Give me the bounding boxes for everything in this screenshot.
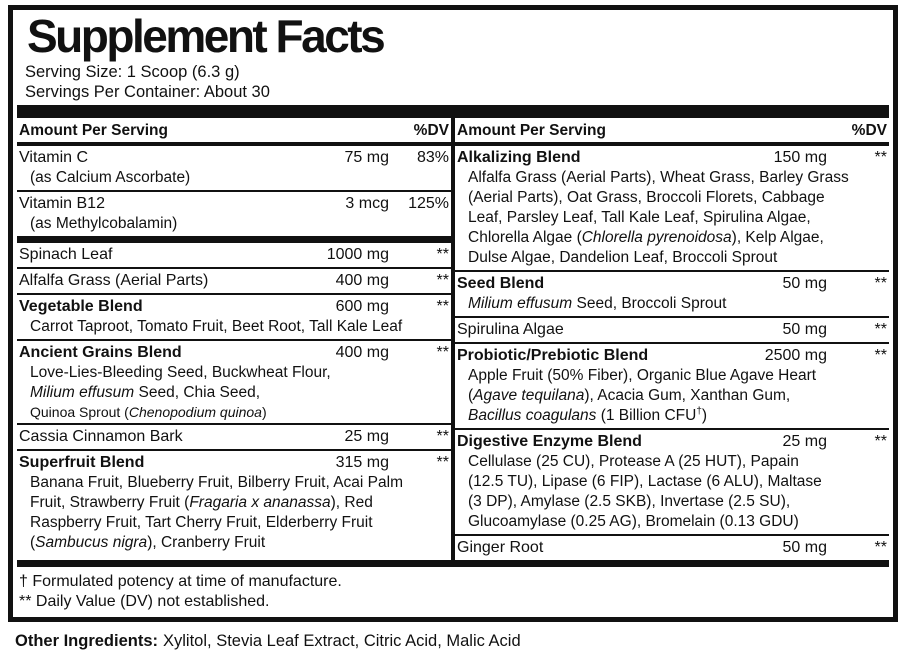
ingredient-detail-line <box>19 317 449 337</box>
ingredient-detail-segment: Love-Lies-Bleeding Seed, Buckwheat Flour, <box>30 364 331 381</box>
ingredient-detail-segment: Seed, Chia Seed, <box>134 384 261 401</box>
ingredient-row-main <box>19 271 449 291</box>
ingredient-detail-line <box>457 248 887 268</box>
ingredient-detail-line <box>457 452 887 472</box>
table-row <box>17 423 451 449</box>
dv-label: %DV <box>413 122 449 139</box>
ingredient-detail-segment: (as Methylcobalamin) <box>30 215 178 232</box>
ingredient-detail-segment: ) <box>261 404 267 420</box>
ingredient-row-main <box>457 346 887 366</box>
ingredient-detail-segment: Glucoamylase (0.25 AG), Bromelain (0.13 GDU) <box>468 513 799 530</box>
ingredient-detail-segment: (as Calcium Ascorbate) <box>30 169 191 186</box>
ingredient-row-main <box>457 432 887 452</box>
table-row <box>17 267 451 293</box>
ingredient-detail-segment: ) <box>701 407 708 424</box>
ingredient-row-main <box>457 148 887 168</box>
ingredient-dv: ** <box>874 347 887 364</box>
ingredient-detail-segment: Banana Fruit, Blueberry Fruit, Bilberry Fruit, Acai Palm <box>30 474 403 491</box>
ingredient-detail-segment: Chenopodium quinoa <box>128 404 262 420</box>
ingredient-detail-segment: Raspberry Fruit, Tart Cherry Fruit, Elderberry Fruit <box>30 514 373 531</box>
ingredient-detail-segment: Leaf, Parsley Leaf, Tall Kale Leaf, Spirulina Algae, <box>468 209 811 226</box>
ingredient-detail-segment: Chlorella Algae ( <box>468 229 582 246</box>
ingredient-amount: 1000 mg <box>326 246 389 263</box>
ingredient-dv: ** <box>874 275 887 292</box>
ingredient-detail-segment: † <box>696 406 702 417</box>
ingredient-detail-line <box>19 214 449 234</box>
ingredient-amount: 400 mg <box>335 344 389 361</box>
ingredient-name: Superfruit Blend <box>19 454 145 471</box>
ingredient-name: Probiotic/Prebiotic Blend <box>457 347 649 364</box>
ingredient-name: Vegetable Blend <box>19 298 143 315</box>
ingredient-detail-segment: Milium effusum <box>468 295 573 312</box>
ingredient-detail-segment: ), Red <box>330 494 373 511</box>
header-bar <box>17 105 889 118</box>
ingredient-row-main <box>457 538 887 558</box>
table-row <box>455 316 889 342</box>
ingredient-name: Ancient Grains Blend <box>19 344 182 361</box>
ingredient-detail-segment: Fruit, Strawberry Fruit ( <box>30 494 190 511</box>
ingredient-amount: 75 mg <box>344 149 389 166</box>
ingredient-row-main <box>457 274 887 294</box>
ingredient-amount: 3 mcg <box>345 195 389 212</box>
ingredient-detail-line <box>457 294 887 314</box>
ingredient-name: Seed Blend <box>457 275 545 292</box>
table-row <box>17 190 451 236</box>
other-ingredients-text: Xylitol, Stevia Leaf Extract, Citric Acid, Malic Acid <box>163 632 521 650</box>
ingredient-detail-line <box>19 473 449 493</box>
ingredient-detail-segment: Milium effusum <box>30 384 135 401</box>
footnote-line: † Formulated potency at time of manufacture. <box>19 573 342 590</box>
facts-columns <box>17 118 889 560</box>
ingredient-amount: 600 mg <box>335 298 389 315</box>
ingredient-detail-segment: Sambucus nigra <box>35 534 148 551</box>
ingredient-name: Ginger Root <box>457 539 544 556</box>
ingredient-name: Spinach Leaf <box>19 246 113 263</box>
ingredient-detail-segment: ), Kelp Algae, <box>731 229 824 246</box>
ingredient-detail-segment: ( <box>30 534 36 551</box>
ingredient-name: Alkalizing Blend <box>457 149 581 166</box>
ingredient-row-main <box>19 194 449 214</box>
ingredient-dv: ** <box>874 149 887 166</box>
ingredient-amount: 50 mg <box>782 275 827 292</box>
servings-per-container: Servings Per Container: About 30 <box>25 83 270 101</box>
ingredient-name: Vitamin C <box>19 149 89 166</box>
footnote-line: ** Daily Value (DV) not established. <box>19 593 270 610</box>
ingredient-detail-line <box>457 512 887 532</box>
ingredient-amount: 315 mg <box>335 454 389 471</box>
ingredient-row-main <box>19 427 449 447</box>
dv-label: %DV <box>851 122 887 139</box>
column-header-right <box>455 118 889 146</box>
ingredient-detail-line <box>19 363 449 383</box>
amount-per-serving-label: Amount Per Serving <box>19 122 168 139</box>
table-row <box>17 236 451 267</box>
ingredient-detail-line <box>19 403 449 421</box>
ingredient-detail-line <box>19 513 449 533</box>
ingredient-dv: ** <box>436 298 449 315</box>
ingredient-row-main <box>19 148 449 168</box>
supplement-facts-panel <box>8 5 898 622</box>
column-header-left <box>17 118 451 146</box>
ingredient-row-main <box>19 453 449 473</box>
ingredient-amount: 25 mg <box>782 433 827 450</box>
ingredient-amount: 25 mg <box>344 428 389 445</box>
ingredient-detail-line <box>19 383 449 403</box>
ingredient-detail-line <box>457 188 887 208</box>
ingredient-detail-segment: Quinoa Sprout ( <box>30 404 129 420</box>
ingredient-detail-segment: Apple Fruit (50% Fiber), Organic Blue Agave Heart <box>468 367 817 384</box>
other-ingredients <box>15 631 521 651</box>
ingredient-detail-segment: (Aerial Parts), Oat Grass, Broccoli Florets, Cabbage <box>468 189 825 206</box>
ingredient-detail-segment: Cellulase (25 CU), Protease A (25 HUT), Papain <box>468 453 799 470</box>
ingredient-detail-segment: Seed, Broccoli Sprout <box>572 295 727 312</box>
facts-column-left <box>17 118 451 560</box>
ingredient-dv: ** <box>436 344 449 361</box>
ingredient-dv: 83% <box>416 149 449 166</box>
ingredient-detail-line <box>457 208 887 228</box>
table-row <box>17 146 451 190</box>
ingredient-detail-line <box>19 168 449 188</box>
ingredient-detail-line <box>457 228 887 248</box>
ingredient-detail-segment: Carrot Taproot, Tomato Fruit, Beet Root, Tall Kale Leaf <box>30 318 403 335</box>
ingredient-detail-segment: Alfalfa Grass (Aerial Parts), Wheat Grass, Barley Grass <box>468 169 849 186</box>
table-row <box>455 146 889 270</box>
ingredient-detail-segment: Fragaria x ananassa <box>189 494 331 511</box>
ingredient-detail-segment: Dulse Algae, Dandelion Leaf, Broccoli Sprout <box>468 249 778 266</box>
ingredient-rows-left <box>17 146 451 555</box>
ingredient-detail-segment: ), Acacia Gum, Xanthan Gum, <box>584 387 791 404</box>
ingredient-detail-line <box>457 406 887 426</box>
ingredient-row-main <box>19 245 449 265</box>
ingredient-name: Digestive Enzyme Blend <box>457 433 642 450</box>
ingredient-amount: 2500 mg <box>764 347 827 364</box>
table-row <box>455 342 889 428</box>
ingredient-detail-segment: Bacillus coagulans <box>468 407 597 424</box>
table-row <box>455 428 889 534</box>
amount-per-serving-label: Amount Per Serving <box>457 122 606 139</box>
ingredient-detail-segment: ( <box>468 387 474 404</box>
ingredient-detail-segment: (3 DP), Amylase (2.5 SKB), Invertase (2.5 SU), <box>468 493 791 510</box>
ingredient-rows-right <box>455 146 889 560</box>
ingredient-dv: ** <box>874 321 887 338</box>
ingredient-detail-line <box>457 168 887 188</box>
ingredient-amount: 50 mg <box>782 539 827 556</box>
ingredient-row-main <box>457 320 887 340</box>
facts-title: Supplement Facts <box>27 10 384 62</box>
ingredient-detail-line <box>457 472 887 492</box>
ingredient-dv: ** <box>436 272 449 289</box>
ingredient-amount: 50 mg <box>782 321 827 338</box>
ingredient-detail-segment: Agave tequilana <box>473 387 585 404</box>
ingredient-name: Cassia Cinnamon Bark <box>19 428 183 445</box>
ingredient-dv: ** <box>874 539 887 556</box>
footer-bar <box>17 560 889 567</box>
ingredient-detail-line <box>457 492 887 512</box>
ingredient-row-main <box>19 343 449 363</box>
ingredient-detail-line <box>457 366 887 386</box>
serving-size: Serving Size: 1 Scoop (6.3 g) <box>25 63 240 81</box>
ingredient-dv: ** <box>436 428 449 445</box>
ingredient-detail-line <box>19 533 449 553</box>
ingredient-detail-segment: (12.5 TU), Lipase (6 FIP), Lactase (6 ALU), Maltase <box>468 473 822 490</box>
table-row <box>17 293 451 339</box>
ingredient-amount: 150 mg <box>773 149 827 166</box>
footnotes <box>17 567 889 612</box>
ingredient-name: Vitamin B12 <box>19 195 105 212</box>
table-row <box>17 339 451 423</box>
ingredient-name: Spirulina Algae <box>457 321 564 338</box>
ingredient-dv: ** <box>436 246 449 263</box>
ingredient-amount: 400 mg <box>335 272 389 289</box>
table-row <box>455 534 889 560</box>
ingredient-detail-segment: (1 Billion CFU <box>596 407 697 424</box>
other-ingredients-label: Other Ingredients: <box>15 632 159 650</box>
ingredient-dv: 125% <box>408 195 449 212</box>
ingredient-detail-line <box>457 386 887 406</box>
facts-column-right <box>455 118 889 560</box>
ingredient-dv: ** <box>436 454 449 471</box>
ingredient-detail-line <box>19 493 449 513</box>
ingredient-detail-segment: ), Cranberry Fruit <box>147 534 266 551</box>
table-row <box>17 449 451 555</box>
ingredient-detail-segment: Chlorella pyrenoidosa <box>581 229 732 246</box>
ingredient-row-main <box>19 297 449 317</box>
ingredient-dv: ** <box>874 433 887 450</box>
table-row <box>455 270 889 316</box>
ingredient-name: Alfalfa Grass (Aerial Parts) <box>19 272 209 289</box>
